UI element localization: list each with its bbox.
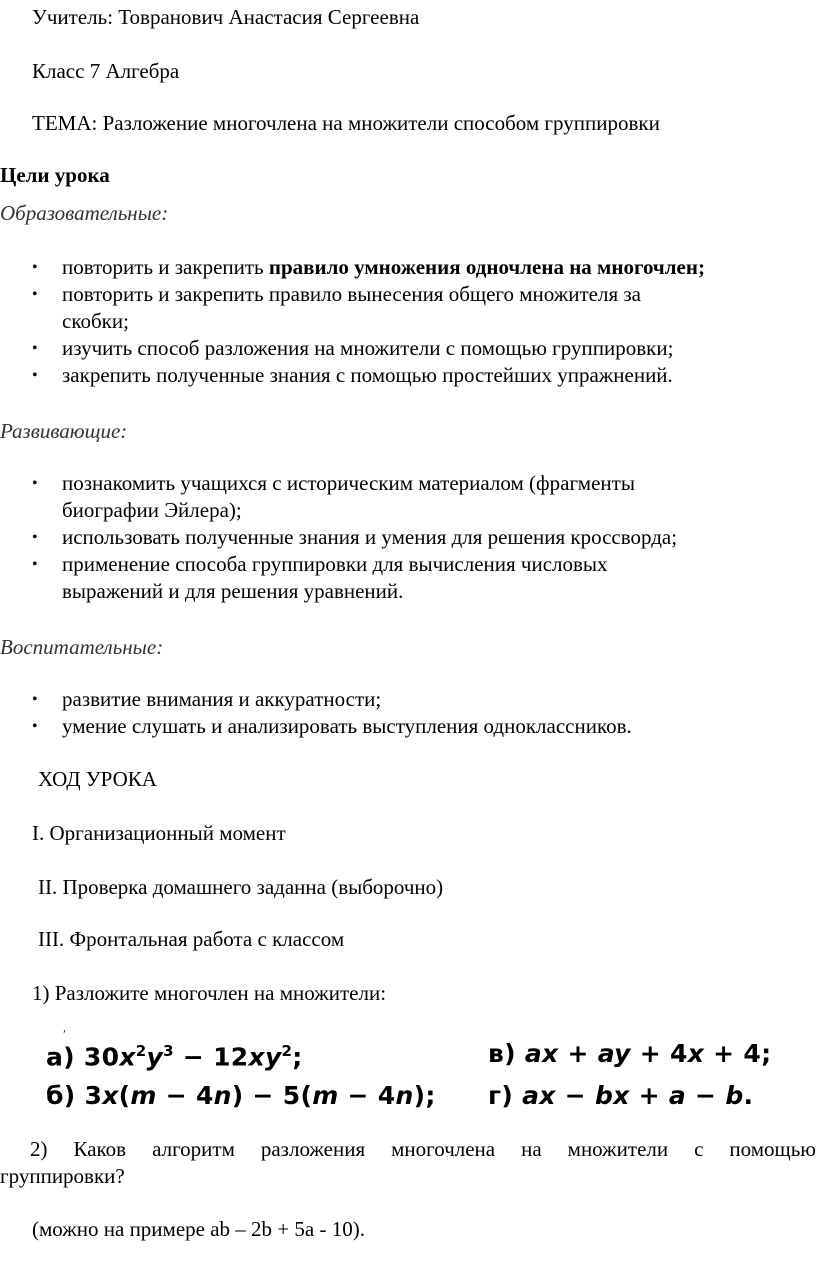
list-item: • познакомить учащихся с историческим материалом (фрагменты биографии Эйлера); bbox=[32, 471, 635, 522]
exercise-b: б) 3x(m − 4n) − 5(m − 4n); bbox=[46, 1081, 436, 1110]
list-item: • применение способа группировки для вычисления числовых выражений и для решения уравнений. bbox=[32, 552, 608, 603]
exercise-a: а) $30x^2y^3 - 12xy^2$; bbox=[46, 1042, 303, 1072]
bullet-icon: • bbox=[32, 529, 38, 546]
developing-label: Развивающие: bbox=[0, 419, 128, 443]
bullet-icon: • bbox=[32, 718, 38, 735]
list-item: • развитие внимания и аккуратности; bbox=[32, 687, 382, 711]
bullet-icon: • bbox=[32, 340, 38, 357]
list-item: • умение слушать и анализировать выступления одноклассников. bbox=[32, 714, 632, 738]
list-item: • закрепить полученные знания с помощью простейших упражнений. bbox=[32, 363, 673, 387]
lesson-step: II. Проверка домашнего заданна (выборочно) bbox=[38, 875, 444, 899]
bullet-icon: • bbox=[32, 475, 38, 492]
goals-title: Цели урока bbox=[0, 163, 110, 187]
list-item: • использовать полученные знания и умения для решения кроссворда; bbox=[32, 525, 678, 549]
teacher-line: Учитель: Товранович Анастасия Сергеевна bbox=[32, 5, 420, 29]
exercise-v: в) ax + ay + 4x + 4; bbox=[488, 1039, 772, 1068]
list-item: • повторить и закрепить правило вынесения общего множителя за скобки; bbox=[32, 282, 641, 333]
bullet-icon: • bbox=[32, 259, 38, 276]
lesson-title: ХОД УРОКА bbox=[38, 767, 157, 791]
bullet-icon: • bbox=[32, 691, 38, 708]
task-1: 1) Разложите многочлен на множители: bbox=[32, 981, 387, 1005]
list-item: • повторить и закрепить правило умножения одночлена на многочлен; bbox=[32, 255, 705, 279]
developing-list bbox=[0, 470, 816, 605]
upbringing-list bbox=[0, 686, 816, 740]
exercise-g: г) ax − bx + a − b. bbox=[488, 1081, 754, 1110]
topic-line: ТЕМА: Разложение многочлена на множители способом группировки bbox=[32, 111, 660, 135]
bullet-icon: • bbox=[32, 556, 38, 573]
educational-label: Образовательные: bbox=[0, 201, 169, 225]
class-line: Класс 7 Алгебра bbox=[32, 59, 180, 83]
lesson-step: I. Организационный момент bbox=[32, 821, 286, 845]
educational-list bbox=[0, 254, 816, 389]
list-item: • изучить способ разложения на множители с помощью группировки; bbox=[32, 336, 674, 360]
bullet-icon: • bbox=[32, 367, 38, 384]
scan-mark: ′ bbox=[63, 1028, 67, 1043]
example-line: (можно на примере ab – 2b + 5a - 10). bbox=[32, 1217, 365, 1241]
task-2: 2) Каков алгоритм разложения многочлена на множители с помощью группировки? bbox=[0, 1137, 816, 1188]
bullet-icon: • bbox=[32, 286, 38, 303]
upbringing-label: Воспитательные: bbox=[0, 635, 164, 659]
lesson-step: III. Фронтальная работа с классом bbox=[38, 927, 345, 951]
